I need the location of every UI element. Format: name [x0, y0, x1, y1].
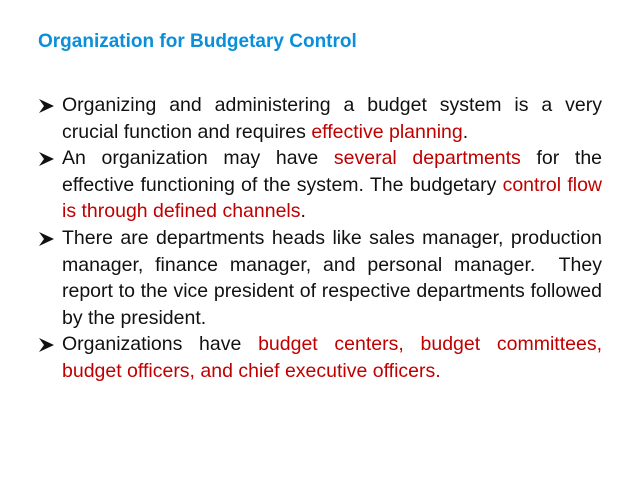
bullet-highlight-segment: several departments — [333, 147, 521, 170]
bullet-text-segment: . — [300, 200, 306, 223]
bullet-text-segment: An organization may have — [62, 147, 334, 170]
bullet-text-segment: for the effective functioning of the system. The budgetary — [62, 147, 603, 196]
bullet-text-segment: Organizations have — [62, 333, 259, 356]
bullet-text-segment: There are departments heads like sales manager, production manager, finance manager, and personal manager. They report to the vice president of respective departments followed by the president. — [62, 226, 608, 329]
slide-title: Organization for Budgetary Control — [38, 31, 357, 52]
bullet-item — [38, 331, 602, 384]
bullet-highlight-segment: control flow is through defined channels — [62, 173, 602, 223]
bullet-item — [38, 225, 608, 331]
bullet-list — [38, 92, 608, 385]
bullet-highlight-segment: effective planning — [311, 120, 463, 143]
bullet-text-segment: . — [462, 120, 469, 143]
bullet-highlight-segment: budget centers, budget committees, budget officers, and chief executive officers. — [62, 333, 603, 382]
bullet-text-segment: Organizing and administering a budget system is a very crucial function and requires — [62, 94, 602, 143]
bullet-item — [38, 145, 602, 225]
bullet-item — [38, 92, 602, 145]
